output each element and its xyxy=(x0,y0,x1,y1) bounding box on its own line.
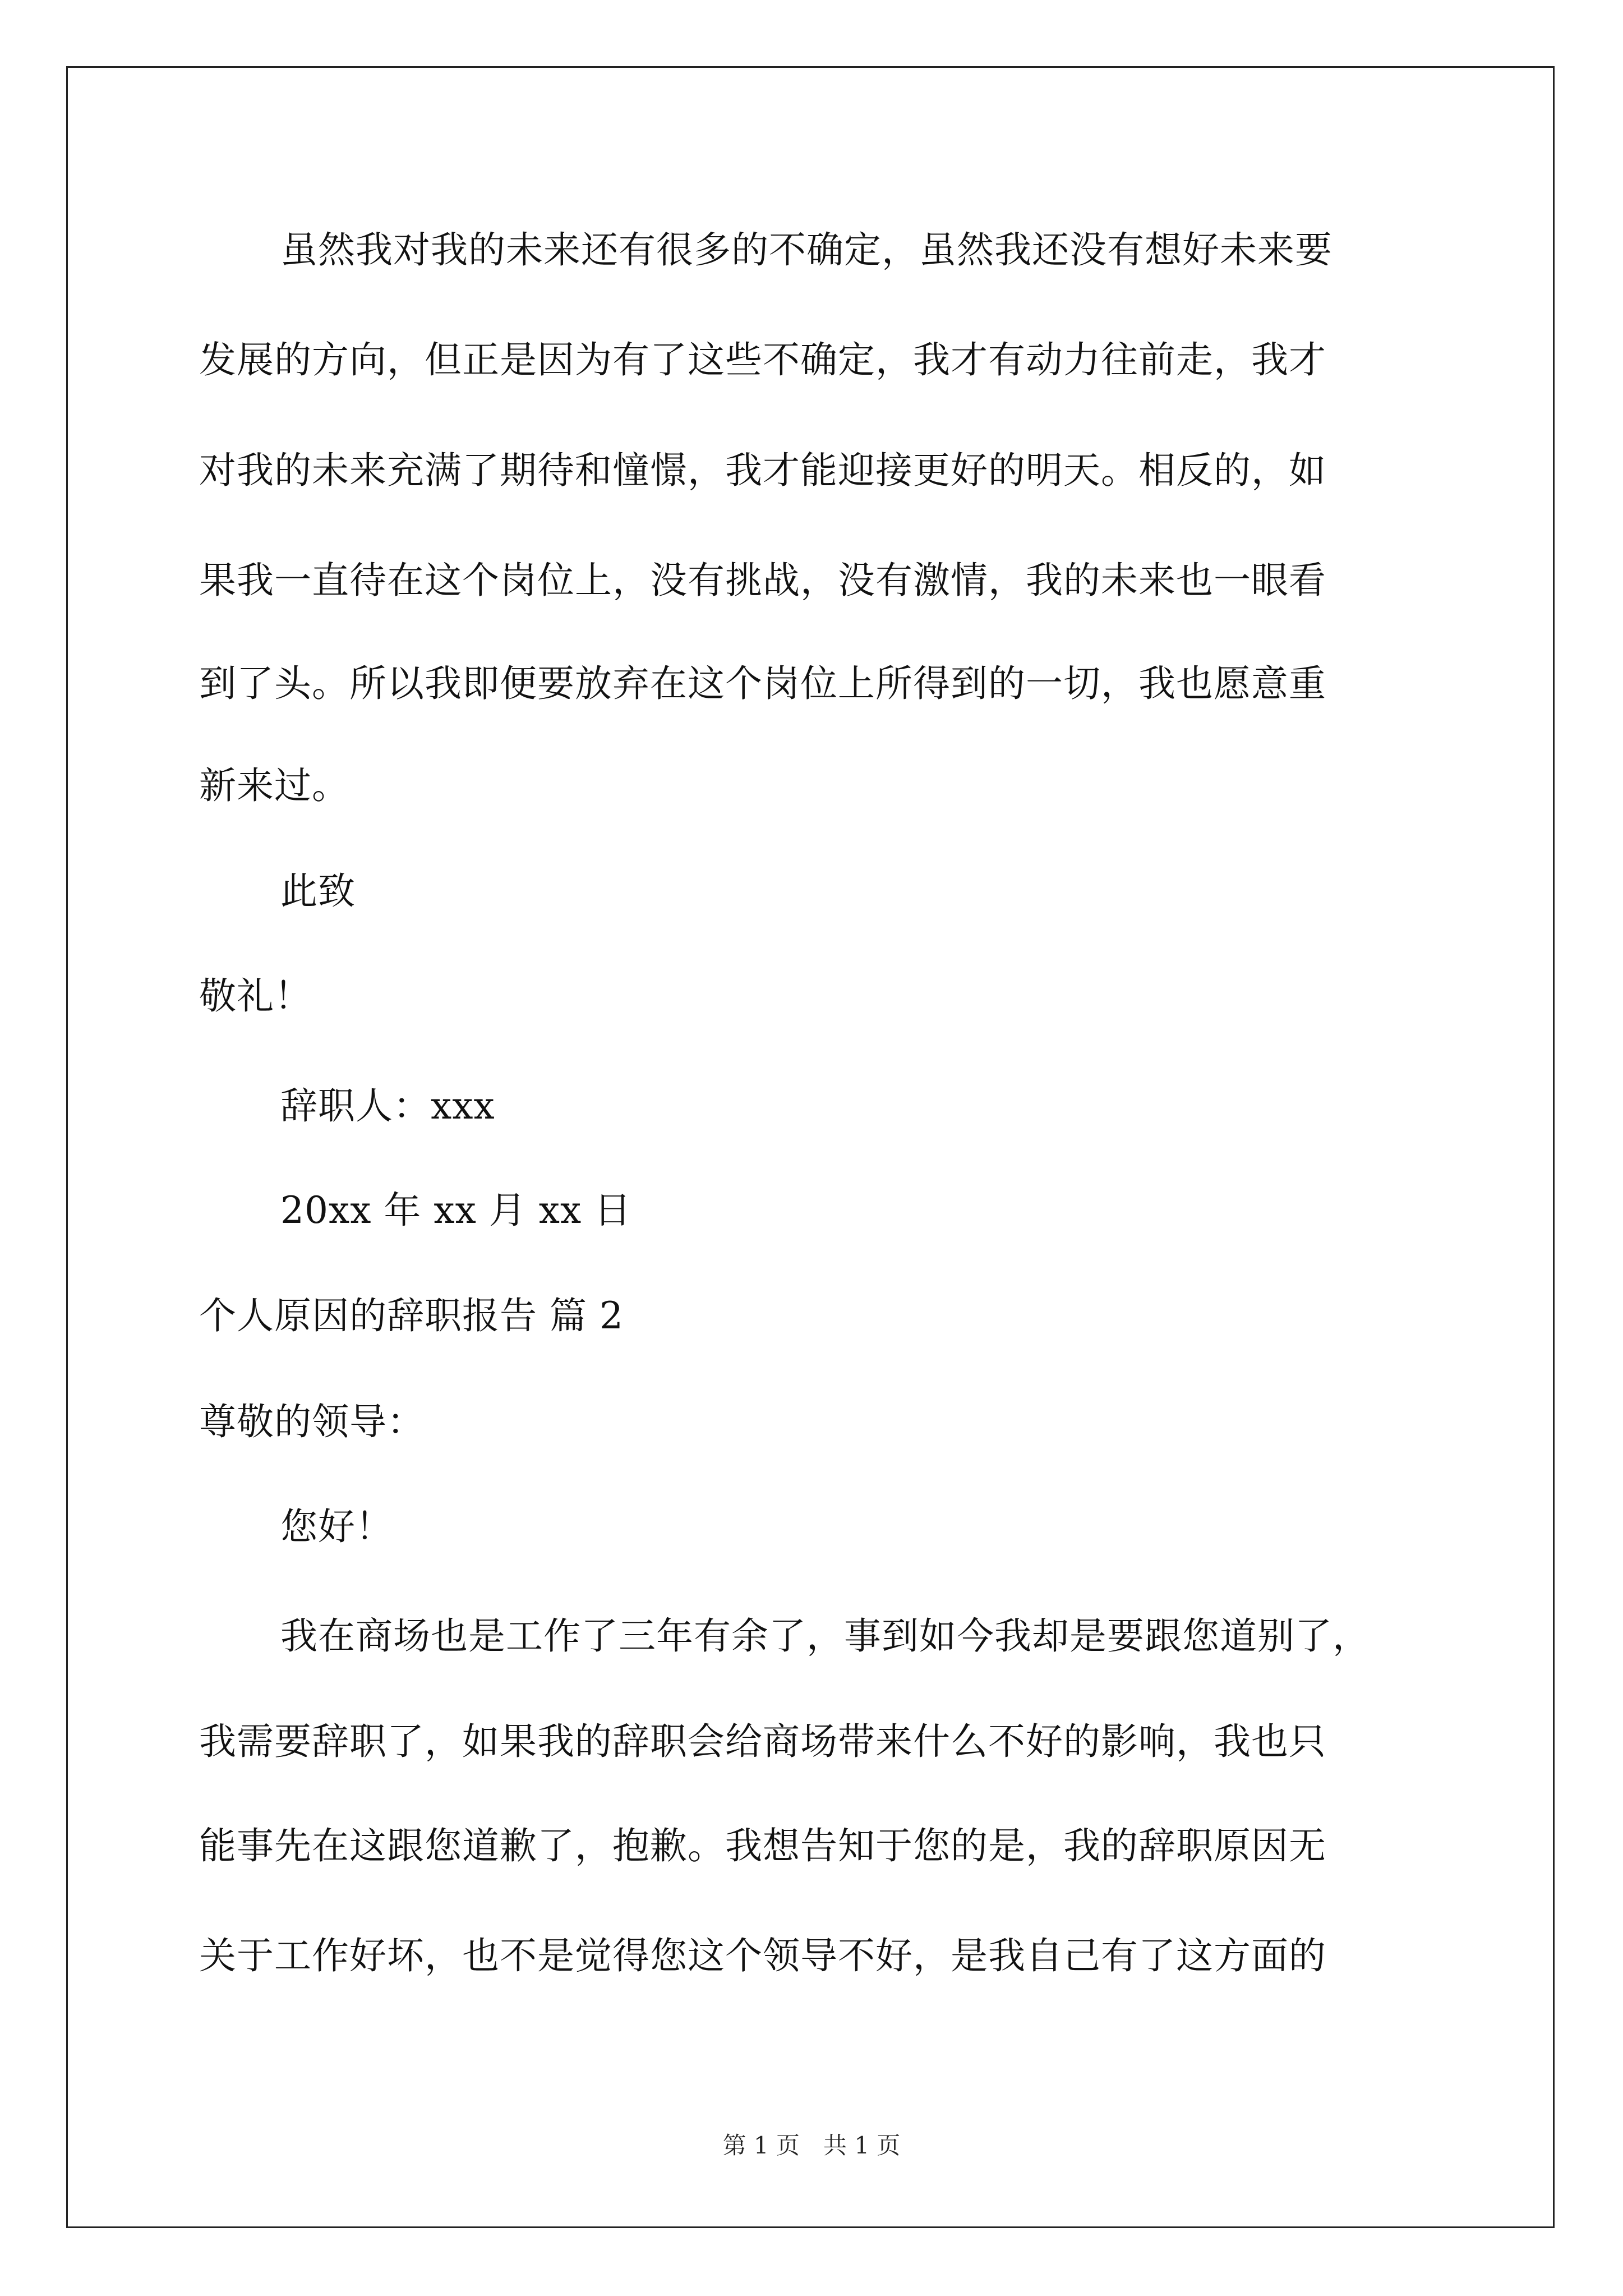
paragraph-1-line-2: 发展的方向，但正是因为有了这些不确定，我才有动力往前走，我才 xyxy=(199,338,1326,381)
salutation: 尊敬的领导： xyxy=(199,1400,425,1443)
paragraph-2-line-1: 我在商场也是工作了三年有余了，事到如今我却是要跟您道别了， xyxy=(280,1614,1370,1658)
page-border xyxy=(66,66,1555,2228)
paragraph-1-line-1: 虽然我对我的未来还有很多的不确定，虽然我还没有想好未来要 xyxy=(280,228,1332,272)
paragraph-1-line-4: 果我一直待在这个岗位上，没有挑战，没有激情，我的未来也一眼看 xyxy=(199,559,1326,602)
paragraph-1-line-5: 到了头。所以我即便要放弃在这个岗位上所得到的一切，我也愿意重 xyxy=(199,662,1326,705)
paragraph-1-line-6: 新来过。 xyxy=(199,764,349,807)
paragraph-1-line-3: 对我的未来充满了期待和憧憬，我才能迎接更好的明天。相反的，如 xyxy=(199,449,1326,492)
date: 20xx 年 xx 月 xx 日 xyxy=(280,1189,632,1232)
page-footer: 第 1 页 共 1 页 xyxy=(722,2132,901,2159)
paragraph-2-line-4: 关于工作好坏，也不是觉得您这个领导不好，是我自己有了这方面的 xyxy=(199,1934,1326,1977)
closing-ci-zhi: 此致 xyxy=(280,869,356,913)
closing-jing-li: 敬礼！ xyxy=(199,974,312,1018)
paragraph-2-line-2: 我需要辞职了，如果我的辞职会给商场带来什么不好的影响，我也只 xyxy=(199,1720,1326,1763)
greeting: 您好！ xyxy=(280,1505,393,1548)
section-title: 个人原因的辞职报告 篇 2 xyxy=(199,1294,624,1337)
signature: 辞职人：xxx xyxy=(280,1084,495,1128)
paragraph-2-line-3: 能事先在这跟您道歉了，抱歉。我想告知于您的是，我的辞职原因无 xyxy=(199,1824,1326,1867)
